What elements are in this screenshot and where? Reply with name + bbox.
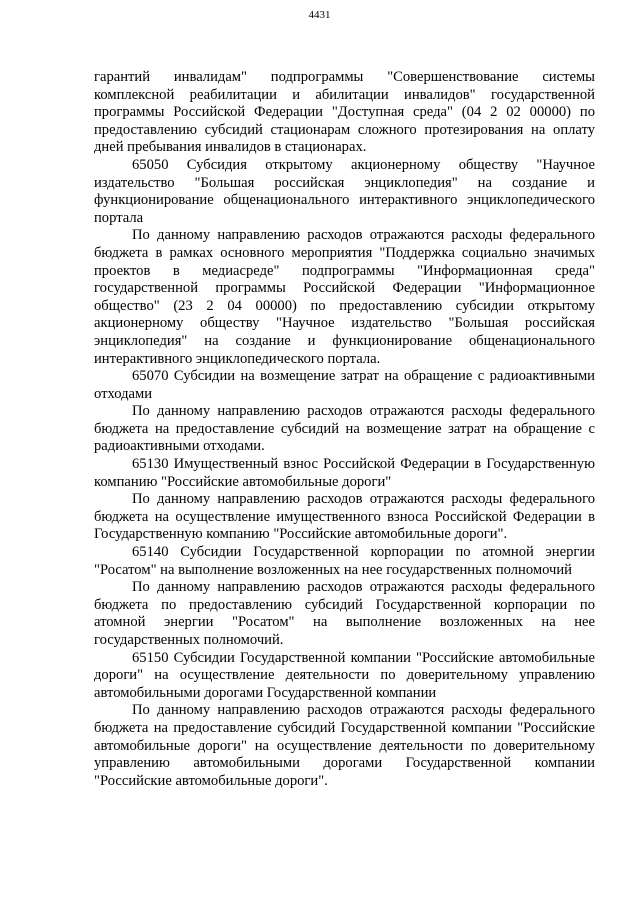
paragraph-description-65130: По данному направлению расходов отражаются расходы федерального бюджета на осуществление имущественного взноса Российской Федерации в Государственную компанию "Российские автомобильные дороги". bbox=[94, 491, 595, 543]
paragraph-heading-65050: 65050 Субсидия открытому акционерному обществу "Научное издательство "Большая российская энциклопедия" на создание и функционирование общенационального интерактивного энциклопедического портала bbox=[94, 156, 595, 226]
paragraph-description-65140: По данному направлению расходов отражаются расходы федерального бюджета по предоставлению субсидий Государственной корпорации по атомной энергии "Росатом" на выполнение возложенных на нее государственных полномочий. bbox=[94, 579, 595, 648]
paragraph-heading-65140: 65140 Субсидии Государственной корпорации по атомной энергии "Росатом" на выполнение возложенных на нее государственных полномочий bbox=[94, 544, 595, 578]
paragraph-description-65050: По данному направлению расходов отражаются расходы федерального бюджета в рамках основного мероприятия "Поддержка социально значимых проектов в медиасреде" подпрограммы "Информационная среда" государственной программы Российской Федерации "Информационное общество" (23 2 04 00000) по предоставлению субсидии открытому акционерному обществу "Научное издательство "Большая российская энциклопедия" на создание и функционирование общенационального интерактивного энциклопедического портала. bbox=[94, 227, 595, 367]
paragraph-description-65070: По данному направлению расходов отражаются расходы федерального бюджета на предоставление субсидий на возмещение затрат на обращение с радиоактивными отходами. bbox=[94, 403, 595, 455]
document-body bbox=[94, 69, 595, 790]
paragraph-description-65150: По данному направлению расходов отражаются расходы федерального бюджета на предоставление субсидий Государственной компании "Российские автомобильные дороги" на осуществление деятельности по доверительному управлению автомобильными дорогами Государственной компании "Российские автомобильные дороги". bbox=[94, 702, 595, 789]
paragraph-continuation: гарантий инвалидам" подпрограммы "Совершенствование системы комплексной реабилитации и абилитации инвалидов" государственной программы Российской Федерации "Доступная среда" (04 2 02 00000) по предоставлению субсидий стационарам сложного протезирования на оплату дней пребывания инвалидов в стационарах. bbox=[94, 69, 595, 156]
paragraph-heading-65150: 65150 Субсидии Государственной компании "Российские автомобильные дороги" на осуществление деятельности по доверительному управлению автомобильными дорогами Государственной компании bbox=[94, 649, 595, 701]
paragraph-heading-65130: 65130 Имущественный взнос Российской Федерации в Государственную компанию "Российские автомобильные дороги" bbox=[94, 456, 595, 490]
page-number: 4431 bbox=[308, 9, 331, 21]
paragraph-heading-65070: 65070 Субсидии на возмещение затрат на обращение с радиоактивными отходами bbox=[94, 368, 595, 402]
